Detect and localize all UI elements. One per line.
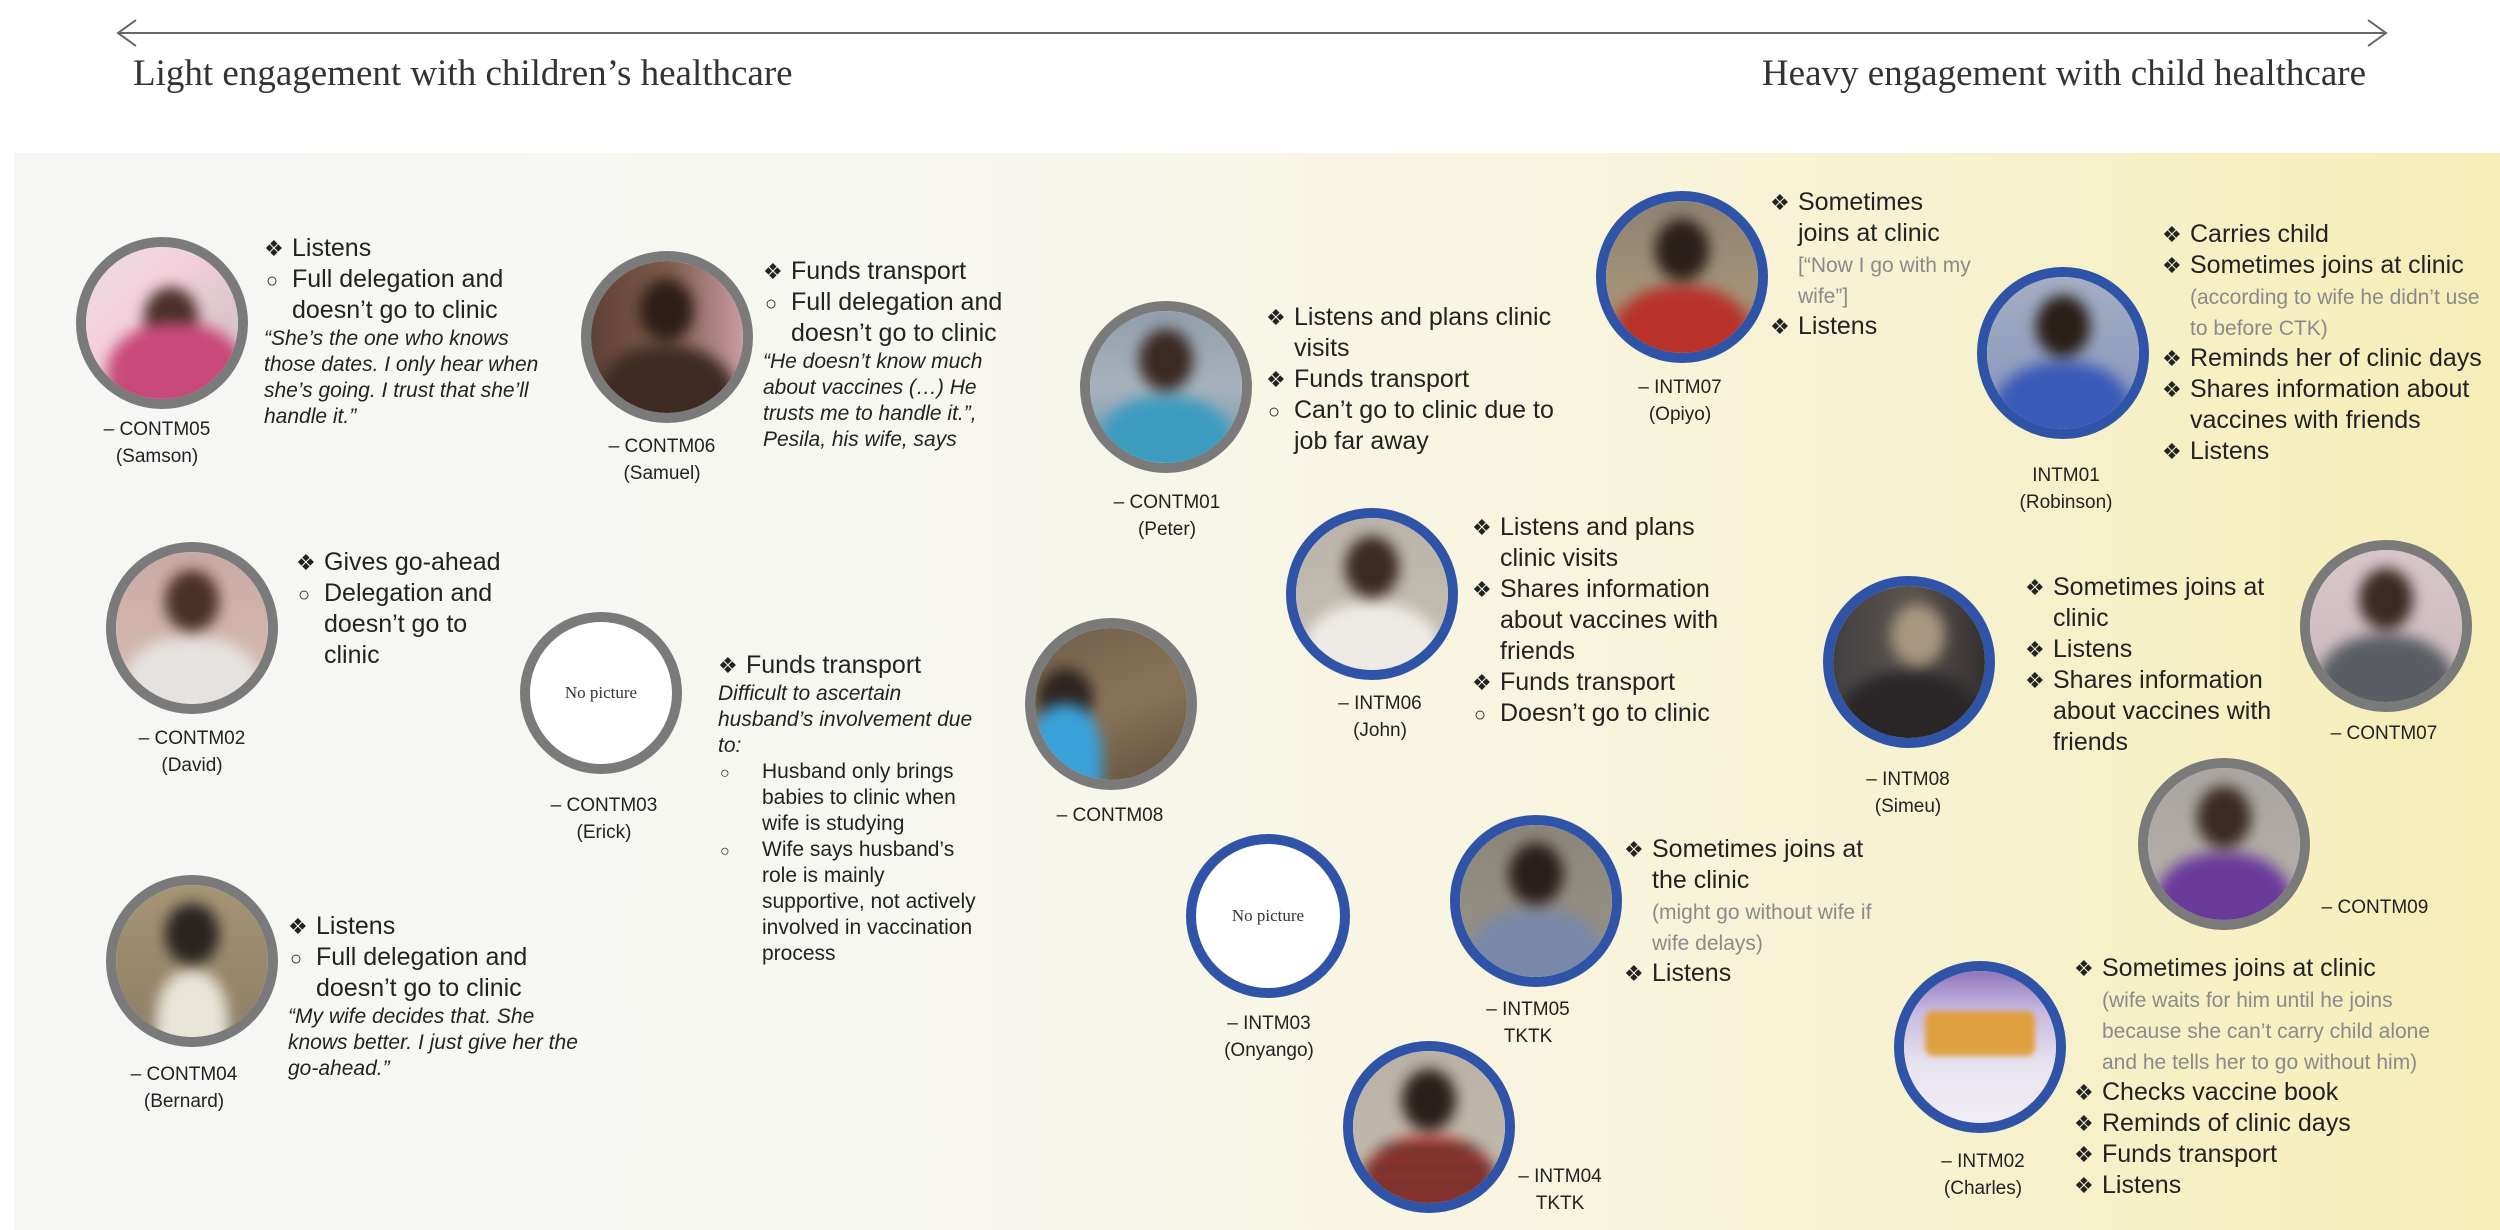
avatar-intm02: [1894, 961, 2066, 1133]
diamond-bullet-icon: ❖: [763, 259, 783, 284]
code: – CONTM02: [138, 728, 246, 749]
name: (John): [1353, 720, 1407, 741]
avatar-intm01: [1977, 267, 2149, 439]
avatar-intm08: [1823, 576, 1995, 748]
name: (Onyango): [1224, 1040, 1314, 1061]
caption-intm07: [1638, 374, 1721, 428]
note-quote: “She’s the one who knows those dates. I only hear when she’s going. I trust that she’ll handle it.”: [264, 327, 539, 428]
note-line: Shares information about vaccines with friends: [1500, 575, 1719, 665]
avatar-intm04: [1343, 1041, 1515, 1213]
code: – CONTM03: [550, 795, 658, 816]
name: (Erick): [576, 822, 632, 843]
caption-contm07: [2331, 720, 2438, 747]
note-line: Funds transport: [2102, 1140, 2278, 1168]
note-line: Sometimes joins at clinic: [2102, 954, 2376, 982]
code: – CONTM07: [2330, 723, 2438, 744]
notes-intm02: [2074, 953, 2474, 1201]
note-line: Full delegation and doesn’t go to clinic: [791, 288, 1003, 347]
note-gray: [“Now I go with my wife”]: [1798, 254, 1971, 308]
circle-bullet-icon: ○: [266, 270, 279, 292]
code: – CONTM09: [2321, 897, 2429, 918]
note-line: Funds transport: [746, 651, 922, 679]
note-gray: (might go without wife if wife delays): [1652, 901, 1872, 955]
note-line: Sometimes joins at clinic: [2053, 573, 2265, 632]
diamond-bullet-icon: ❖: [2074, 1173, 2094, 1198]
diamond-bullet-icon: ❖: [2074, 1142, 2094, 1167]
avatar-contm01: [1080, 301, 1252, 473]
note-line: Sometimes joins at the clinic: [1652, 835, 1864, 894]
caption-intm06: [1338, 690, 1421, 744]
note-line: Listens and plans clinic visits: [1294, 303, 1552, 362]
diamond-bullet-icon: ❖: [1624, 961, 1644, 986]
name: (Samson): [115, 446, 199, 467]
diamond-bullet-icon: ❖: [288, 914, 308, 939]
diamond-bullet-icon: ❖: [296, 550, 316, 575]
note-line: Listens: [2190, 437, 2270, 465]
caption-contm03: [551, 792, 658, 846]
engagement-axis-arrow: [0, 0, 2500, 60]
diamond-bullet-icon: ❖: [1472, 515, 1492, 540]
diamond-bullet-icon: ❖: [2162, 222, 2182, 247]
code: – CONTM05: [103, 419, 211, 440]
diamond-bullet-icon: ❖: [718, 653, 738, 678]
note-line: Can’t go to clinic due to job far away: [1294, 396, 1554, 455]
notes-contm06: [763, 256, 1023, 453]
code: – CONTM06: [608, 436, 716, 457]
note-line: Gives go-ahead: [324, 548, 501, 576]
diamond-bullet-icon: ❖: [264, 236, 284, 261]
code: – INTM03: [1227, 1013, 1311, 1034]
diamond-bullet-icon: ❖: [1624, 837, 1644, 862]
circle-bullet-icon: ○: [1268, 401, 1281, 423]
note-line: Sometimes joins at clinic: [2190, 251, 2464, 279]
notes-contm03: [718, 650, 980, 967]
notes-intm06: [1472, 512, 1752, 729]
caption-intm02: [1941, 1148, 2024, 1202]
diamond-bullet-icon: ❖: [2074, 1080, 2094, 1105]
diamond-bullet-icon: ❖: [2025, 637, 2045, 662]
notes-intm07: [1770, 187, 1975, 342]
caption-contm04: [131, 1061, 238, 1115]
diamond-bullet-icon: ❖: [2074, 1111, 2094, 1136]
caption-contm09: [2322, 894, 2429, 921]
circle-bullet-icon: ○: [290, 948, 303, 970]
caption-contm01: [1114, 489, 1221, 543]
avatar-contm07: [2300, 540, 2472, 712]
notes-intm05: [1624, 834, 1886, 989]
note-line: Checks vaccine book: [2102, 1078, 2339, 1106]
diamond-bullet-icon: ❖: [1266, 305, 1286, 330]
code: – CONTM01: [1113, 492, 1221, 513]
note-sub: Husband only brings babies to clinic when wife is studying: [762, 760, 956, 835]
circle-bullet-icon: ○: [720, 843, 730, 860]
name: (Simeu): [1874, 796, 1942, 817]
note-line: Funds transport: [791, 257, 967, 285]
caption-intm01: [2020, 462, 2113, 516]
notes-intm01: [2162, 219, 2498, 467]
note-gray: (according to wife he didn’t use to before CTK): [2190, 286, 2480, 340]
diamond-bullet-icon: ❖: [1472, 577, 1492, 602]
note-quote: “My wife decides that. She knows better. I just give her the go-ahead.”: [288, 1005, 578, 1080]
diamond-bullet-icon: ❖: [1266, 367, 1286, 392]
diamond-bullet-icon: ❖: [1770, 314, 1790, 339]
avatar-intm07: [1596, 191, 1768, 363]
diamond-bullet-icon: ❖: [2162, 346, 2182, 371]
name: TKTK: [1535, 1193, 1585, 1214]
note-line: Reminds her of clinic days: [2190, 344, 2482, 372]
diamond-bullet-icon: ❖: [2025, 668, 2045, 693]
note-line: Sometimes joins at clinic: [1798, 188, 1940, 247]
code: – INTM05: [1486, 999, 1570, 1020]
notes-contm01: [1266, 302, 1556, 457]
axis-left-label: Light engagement with children’s healthcare: [133, 53, 793, 94]
caption-intm05: [1486, 996, 1569, 1050]
notes-contm04: [288, 911, 588, 1082]
name: (Samuel): [623, 463, 701, 484]
note-line: Funds transport: [1500, 668, 1676, 696]
avatar-contm02: [106, 542, 278, 714]
avatar-contm09: [2138, 758, 2310, 930]
name: (Robinson): [2019, 492, 2113, 513]
caption-intm08: [1866, 766, 1949, 820]
diamond-bullet-icon: ❖: [1770, 190, 1790, 215]
code: – INTM04: [1518, 1166, 1602, 1187]
circle-bullet-icon: ○: [1474, 704, 1487, 726]
code: – CONTM04: [130, 1064, 238, 1085]
note-italic: Difficult to ascertain husband’s involvement due to:: [718, 682, 973, 757]
note-line: Shares information about vaccines with friends: [2190, 375, 2470, 434]
diamond-bullet-icon: ❖: [2025, 575, 2045, 600]
circle-bullet-icon: ○: [765, 293, 778, 315]
note-line: Shares information about vaccines with friends: [2053, 666, 2272, 756]
code: INTM01: [2032, 465, 2100, 486]
diamond-bullet-icon: ❖: [2162, 439, 2182, 464]
note-gray: (wife waits for him until he joins because she can’t carry child alone and he tells her to go without him): [2102, 989, 2431, 1074]
avatar-contm04: [106, 875, 278, 1047]
caption-contm02: [139, 725, 246, 779]
diamond-bullet-icon: ❖: [2162, 253, 2182, 278]
note-sub: Wife says husband’s role is mainly supportive, not actively involved in vaccination process: [762, 838, 976, 965]
caption-intm03: [1224, 1010, 1314, 1064]
circle-bullet-icon: ○: [720, 765, 730, 782]
diamond-bullet-icon: ❖: [2074, 956, 2094, 981]
avatar-contm08: [1025, 618, 1197, 790]
note-line: Listens: [2102, 1171, 2182, 1199]
note-line: Doesn’t go to clinic: [1500, 699, 1710, 727]
avatar-contm05: [76, 237, 248, 409]
name: (David): [161, 755, 223, 776]
code: – INTM06: [1338, 693, 1422, 714]
code: – INTM02: [1941, 1151, 2025, 1172]
note-line: Full delegation and doesn’t go to clinic: [316, 943, 528, 1002]
diamond-bullet-icon: ❖: [1472, 670, 1492, 695]
note-line: Carries child: [2190, 220, 2329, 248]
name: (Bernard): [143, 1091, 225, 1112]
notes-contm05: [264, 233, 554, 430]
note-line: Listens: [1652, 959, 1732, 987]
name: TKTK: [1503, 1026, 1553, 1047]
note-line: Listens: [1798, 312, 1878, 340]
diamond-bullet-icon: ❖: [2162, 377, 2182, 402]
code: – CONTM08: [1056, 805, 1164, 826]
note-line: Listens: [292, 234, 372, 262]
note-line: Delegation and doesn’t go to clinic: [324, 579, 493, 669]
name: (Peter): [1137, 519, 1197, 540]
notes-intm08: [2025, 572, 2300, 758]
caption-contm06: [609, 433, 716, 487]
no-picture-text: No picture: [564, 683, 638, 702]
avatar-intm06: [1286, 508, 1458, 680]
avatar-intm05: [1450, 815, 1622, 987]
note-line: Funds transport: [1294, 365, 1470, 393]
name: (Opiyo): [1648, 404, 1712, 425]
note-line: Listens: [2053, 635, 2133, 663]
note-line: Listens: [316, 912, 396, 940]
axis-right-label: Heavy engagement with child healthcare: [1761, 53, 2366, 94]
caption-contm05: [104, 416, 211, 470]
notes-contm02: [296, 547, 526, 671]
code: – INTM08: [1866, 769, 1950, 790]
avatar-intm03: [1186, 834, 1350, 998]
note-line: Reminds of clinic days: [2102, 1109, 2351, 1137]
no-picture-text: No picture: [1231, 906, 1305, 925]
avatar-contm03: [520, 612, 682, 774]
caption-intm04: [1518, 1163, 1601, 1217]
circle-bullet-icon: ○: [298, 584, 311, 606]
name: (Charles): [1943, 1178, 2023, 1199]
avatar-contm06: [581, 251, 753, 423]
note-line: Listens and plans clinic visits: [1500, 513, 1695, 572]
caption-contm08: [1057, 802, 1164, 829]
note-line: Full delegation and doesn’t go to clinic: [292, 265, 504, 324]
note-quote: “He doesn’t know much about vaccines (…) He trusts me to handle it.”, Pesila, his wife, says: [763, 350, 983, 451]
code: – INTM07: [1638, 377, 1722, 398]
